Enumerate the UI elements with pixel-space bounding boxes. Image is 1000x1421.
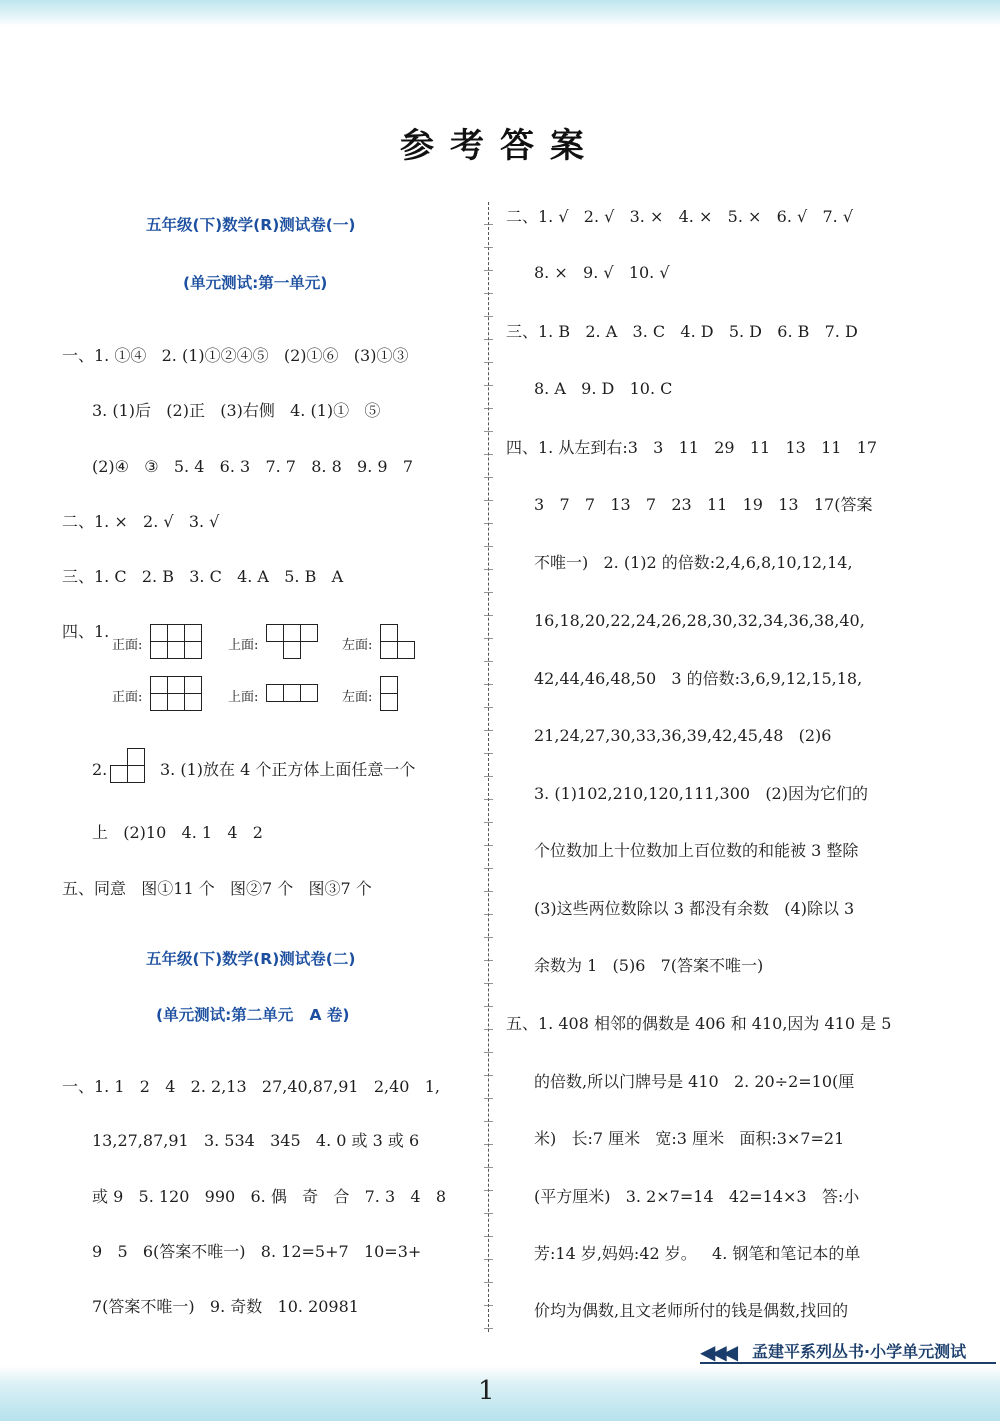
top-view-label: 上面:	[228, 690, 259, 705]
answer-line: 3. (1)102,210,120,111,300 (2)因为它们的	[534, 784, 868, 803]
answer-line: 8. × 9. √ 10. √	[534, 263, 670, 282]
answer-line: 余数为 1 (5)6 7(答案不唯一)	[534, 956, 764, 975]
footer-arrow-icon: ◀◀◀	[700, 1340, 735, 1364]
answer-line: 的倍数,所以门牌号是 410 2. 20÷2=10(厘	[534, 1072, 855, 1091]
front-view-label: 正面:	[112, 690, 143, 705]
front-view-label: 正面:	[112, 638, 143, 653]
answer-line: 二、1. × 2. √ 3. √	[62, 512, 220, 531]
answer-line: 四、1.	[62, 622, 110, 641]
answer-line: 价均为偶数,且文老师所付的钱是偶数,找回的	[534, 1301, 849, 1320]
left-view-label: 左面:	[342, 690, 373, 705]
bottom-decoration-band	[0, 1366, 1000, 1421]
answer-line: 三、1. C 2. B 3. C 4. A 5. B A	[62, 567, 344, 586]
answer-line: 7(答案不唯一) 9. 奇数 10. 20981	[92, 1297, 359, 1316]
answer-line: (平方厘米) 3. 2×7=14 42=14×3 答:小	[534, 1187, 860, 1206]
answer-number: 2.	[92, 760, 108, 779]
answer-line: 五、1. 408 相邻的偶数是 406 和 410,因为 410 是 5	[506, 1014, 892, 1033]
answer-line: 米) 长:7 厘米 宽:3 厘米 面积:3×7=21	[534, 1129, 845, 1148]
test-heading-1: 五年级(下)数学(R)测试卷(一)	[146, 216, 356, 234]
answer-line: 五、同意 图①11 个 图②7 个 图③7 个	[62, 879, 372, 898]
answer-line: 个位数加上十位数加上百位数的和能被 3 整除	[534, 841, 859, 860]
footer-rule	[700, 1362, 996, 1364]
test-subheading-1: (单元测试:第一单元)	[183, 274, 328, 292]
test-subheading-2: (单元测试:第二单元 A 卷)	[156, 1006, 350, 1024]
answer-line: 芳:14 岁,妈妈:42 岁。 4. 钢笔和笔记本的单	[534, 1244, 861, 1263]
top-view-label: 上面:	[228, 638, 259, 653]
answer-line: (2)④ ③ 5. 4 6. 3 7. 7 8. 8 9. 9 7	[92, 457, 413, 476]
answer-line: 不唯一) 2. (1)2 的倍数:2,4,6,8,10,12,14,	[534, 553, 853, 572]
top-decoration-band	[0, 0, 1000, 26]
answer-line: 一、1. 1 2 4 2. 2,13 27,40,87,91 2,40 1,	[62, 1077, 441, 1096]
footer-series-title: 孟建平系列丛书·小学单元测试	[752, 1342, 967, 1361]
answer-line: 四、1. 从左到右:3 3 11 29 11 13 11 17	[506, 438, 878, 457]
answer-line: 9 5 6(答案不唯一) 8. 12=5+7 10=3+	[92, 1242, 422, 1261]
page-title: 参考答案	[400, 126, 600, 166]
answer-line: (3)这些两位数除以 3 都没有余数 (4)除以 3	[534, 899, 855, 918]
answer-line: 一、1. ①④ 2. (1)①②④⑤ (2)①⑥ (3)①③	[62, 346, 409, 365]
test-heading-2: 五年级(下)数学(R)测试卷(二)	[146, 950, 356, 968]
left-view-label: 左面:	[342, 638, 373, 653]
answer-line: 21,24,27,30,33,36,39,42,45,48 (2)6	[534, 726, 832, 745]
answer-line: 16,18,20,22,24,26,28,30,32,34,36,38,40,	[534, 611, 865, 630]
answer-line: 二、1. √ 2. √ 3. × 4. × 5. × 6. √ 7. √	[506, 207, 854, 226]
page-number: 1	[478, 1376, 495, 1406]
answer-line: 3 7 7 13 7 23 11 19 13 17(答案	[534, 495, 873, 514]
answer-line: 42,44,46,48,50 3 的倍数:3,6,9,12,15,18,	[534, 669, 863, 688]
answer-line: 3. (1)放在 4 个正方体上面任意一个	[160, 760, 416, 779]
answer-line: 13,27,87,91 3. 534 345 4. 0 或 3 或 6	[92, 1131, 420, 1150]
answer-line: 3. (1)后 (2)正 (3)右侧 4. (1)① ⑤	[92, 401, 381, 420]
divider-ticks	[484, 202, 493, 1332]
answer-line: 8. A 9. D 10. C	[534, 379, 673, 398]
answer-line: 上 (2)10 4. 1 4 2	[92, 823, 263, 842]
answer-line: 或 9 5. 120 990 6. 偶 奇 合 7. 3 4 8	[92, 1187, 447, 1206]
answer-line: 三、1. B 2. A 3. C 4. D 5. D 6. B 7. D	[506, 322, 858, 341]
